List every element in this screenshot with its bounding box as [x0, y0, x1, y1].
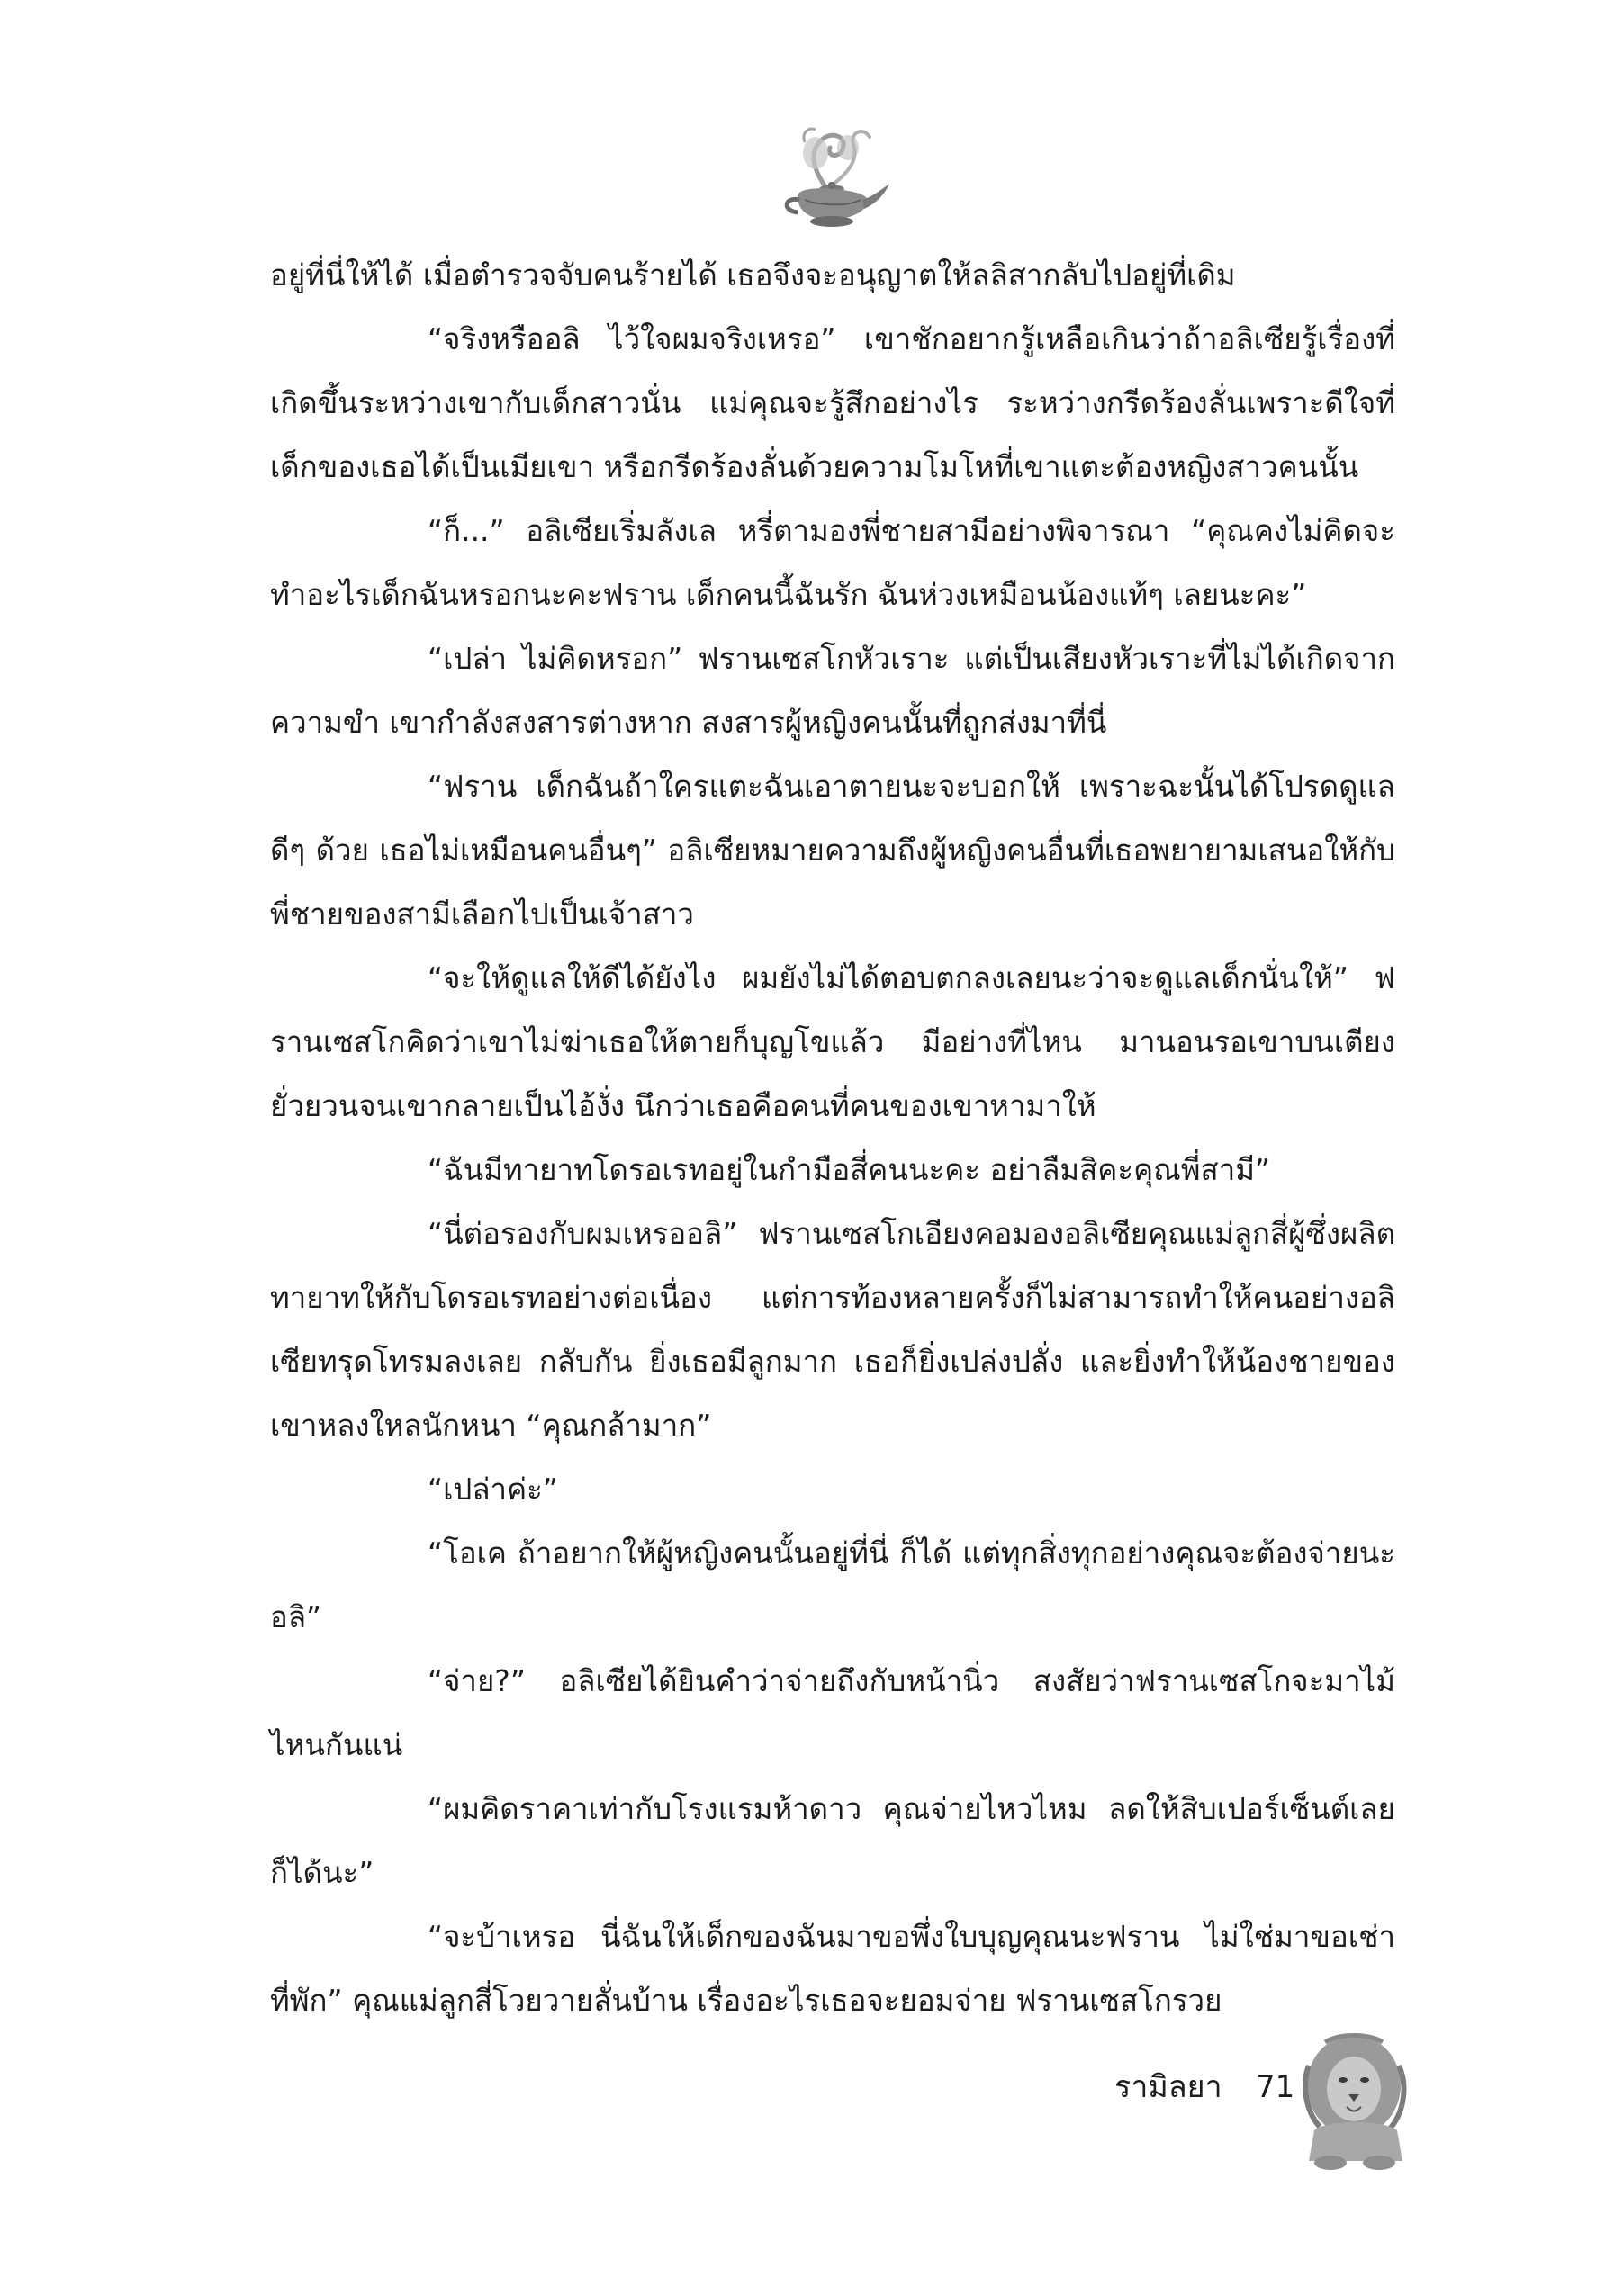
page-number: 71 — [1256, 2069, 1295, 2105]
paragraph: “จะให้ดูแลให้ดีได้ยังไง ผมยังไม่ได้ตอบตกลงเลยนะว่าจะดูแลเด็กนั่นให้” ฟรานเซสโกคิดว่าเขาไม่ฆ่าเธอให้ตายก็บุญโขแล้ว มีอย่างที่ไหน มานอนรอเขาบนเตียง ยั่วยวนจนเขากลายเป็นไอ้งั่ง นึกว่าเธอคือคนที่คนของเขาหามาให้ — [270, 960, 1395, 1123]
paragraph: “จะบ้าเหรอ นี่ฉันให้เด็กของฉันมาขอพึ่งใบบุญคุณนะฟราน ไม่ใช่มาขอเช่าที่พัก” คุณแม่ลูกสี่โวยวายลั่นบ้าน เรื่องอะไรเธอจะยอมจ่าย ฟรานเซสโกรวย — [270, 1919, 1395, 2018]
paragraph: “ผมคิดราคาเท่ากับโรงแรมห้าดาว คุณจ่ายไหวไหม ลดให้สิบเปอร์เซ็นต์เลยก็ได้นะ” — [270, 1791, 1395, 1890]
book-title: รามิลยา — [1114, 2069, 1222, 2105]
paragraph: “นี่ต่อรองกับผมเหรออลิ” ฟรานเซสโกเอียงคอมองอลิเซียคุณแม่ลูกสี่ผู้ซึ่งผลิตทายาทให้กับโดรอเรทอย่างต่อเนื่อง แต่การท้องหลายครั้งก็ไม่สามารถทำให้คนอย่างอลิเซียทรุดโทรมลงเลย กลับกัน ยิ่งเธอมีลูกมาก เธอก็ยิ่งเปล่งปลั่ง และยิ่งทำให้น้องชายของเขาหลงใหลนักหนา “คุณกล้ามาก” — [270, 1216, 1395, 1443]
paragraph: อยู่ที่นี่ให้ได้ เมื่อตำรวจจับคนร้ายได้ เธอจึงจะอนุญาตให้ลลิสากลับไปอยู่ที่เดิม — [270, 257, 1236, 293]
lion-icon — [1289, 2030, 1424, 2174]
paragraph: “จ่าย?” อลิเซียได้ยินคำว่าจ่ายถึงกับหน้านิ่ว สงสัยว่าฟรานเซสโกจะมาไม้ไหนกันแน่ — [270, 1663, 1395, 1762]
paragraph: “โอเค ถ้าอยากให้ผู้หญิงคนนั้นอยู่ที่นี่ ก็ได้ แต่ทุกสิ่งทุกอย่างคุณจะต้องจ่ายนะอลิ” — [270, 1535, 1395, 1634]
paragraph: “ฟราน เด็กฉันถ้าใครแตะฉันเอาตายนะจะบอกให้ เพราะฉะนั้นได้โปรดดูแลดีๆ ด้วย เธอไม่เหมือนคนอื่นๆ” อลิเซียหมายความถึงผู้หญิงคนอื่นที่เธอพยายามเสนอให้กับพี่ชายของสามีเลือกไปเป็นเจ้าสาว — [270, 769, 1395, 932]
body-text — [270, 243, 1395, 2032]
paragraph: “เปล่าค่ะ” — [428, 1472, 558, 1507]
paragraph: “ฉันมีทายาทโดรอเรทอยู่ในกำมือสี่คนนะคะ อย่าลืมสิคะคุณพี่สามี” — [428, 1152, 1271, 1187]
paragraph: “จริงหรืออลิ ไว้ใจผมจริงเหรอ” เขาชักอยากรู้เหลือเกินว่าถ้าอลิเซียรู้เรื่องที่เกิดขึ้นระหว่างเขากับเด็กสาวนั่น แม่คุณจะรู้สึกอย่างไร ระหว่างกรีดร้องลั่นเพราะดีใจที่เด็กของเธอได้เป็นเมียเขา หรือกรีดร้องลั่นด้วยความโมโหที่เขาแตะต้องหญิงสาวคนนั้น — [270, 321, 1395, 484]
paragraph: “เปล่า ไม่คิดหรอก” ฟรานเซสโกหัวเราะ แต่เป็นเสียงหัวเราะที่ไม่ได้เกิดจากความขำ เขากำลังสงสารต่างหาก สงสารผู้หญิงคนนั้นที่ถูกส่งมาที่นี่ — [270, 641, 1395, 740]
genie-lamp-icon — [762, 106, 897, 241]
paragraph: “ก็...” อลิเซียเริ่มลังเล หรี่ตามองพี่ชายสามีอย่างพิจารณา “คุณคงไม่คิดจะทำอะไรเด็กฉันหรอกนะคะฟราน เด็กคนนี้ฉันรัก ฉันห่วงเหมือนน้องแท้ๆ เลยนะคะ” — [270, 513, 1395, 612]
